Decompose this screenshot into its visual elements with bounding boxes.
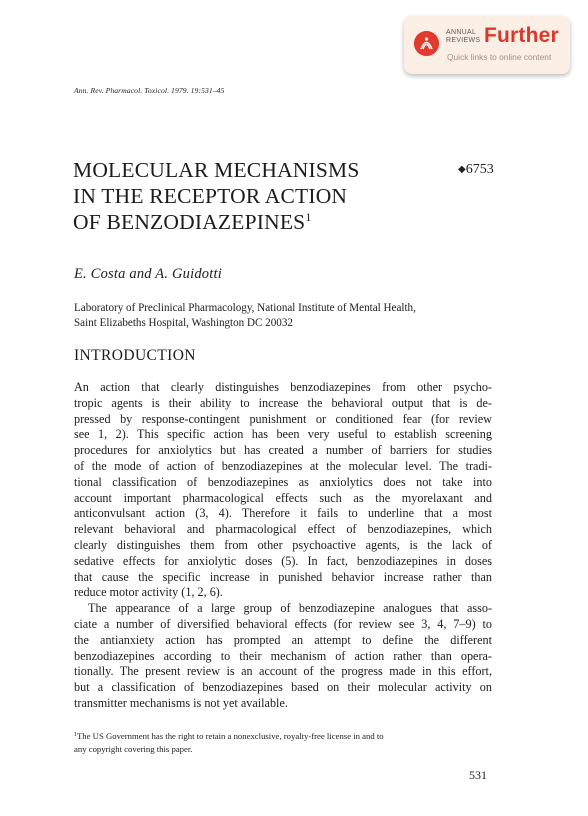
article-title [73,157,360,235]
footnote-line: any copyright covering this paper. [74,744,193,754]
footnote-line [74,730,492,743]
body-line: tionally. The present review is an account of the progress made in this effort, [74,664,492,679]
journal-citation: Ann. Rev. Pharmacol. Toxicol. 1979. 19:531–45 [74,86,225,95]
title-footnote-mark: 1 [305,210,312,224]
body-line: tropic agents is their ability to increase the behavioral output that is de- [74,395,492,410]
article-number: 6753 [465,162,494,177]
body-line: account important pharmacological effects such as the myorelaxant and [74,490,492,505]
reviews-label: REVIEWS [446,37,481,44]
article-id [458,162,494,178]
body-line: relevant behavioral and pharmacological effect of benzodiazepines, which [74,522,492,537]
body-line: reduce motor activity (1, 2, 6). [74,585,223,600]
section-heading-introduction: INTRODUCTION [74,347,196,364]
footnote-text: The US Government has the right to retain a nonexclusive, royalty-free license in and to [77,731,384,741]
body-line: transmitter mechanisms is not yet available. [74,695,288,710]
annual-reviews-wordmark [446,29,480,45]
body-line: ciate a number of diversified behavioral effects (for review see 3, 4, 7–9) to [74,616,492,631]
authors: E. Costa and A. Guidotti [74,266,222,282]
diamond-icon: ◆ [458,164,466,175]
page-number: 531 [469,768,487,782]
title-line-text: OF BENZODIAZEPINES [73,210,306,234]
affiliation [74,301,416,331]
body-line: benzodiazepines according to their mechanism of action rather than opera- [74,648,492,663]
affiliation-line: Laboratory of Preclinical Pharmacology, National Institute of Mental Health, [74,302,416,314]
annual-reviews-logo-icon [414,31,439,56]
body-line: procedures for anxiolytics but has created a number of barriers for studies [74,443,492,458]
further-label[interactable]: Further [484,24,559,47]
body-line: The appearance of a large group of benzodiazepine analogues that asso- [88,601,492,616]
body-line: of the mode of action of benzodiazepines at the molecular level. The tradi- [74,458,492,473]
body-line: the antianxiety action has prompted an attempt to define the different [74,632,492,647]
body-line: sedative effects for anxiolytic doses (5). In fact, benzodiazepines in doses [74,553,492,568]
annual-reviews-further-badge[interactable] [404,16,570,74]
title-line-last [73,209,360,235]
body-line: clearly distinguishes them from other psychoactive agents, is the lack of [74,537,492,552]
annual-label: ANNUAL [446,29,477,36]
body-line: pressed by response-contingent punishment or conditioned fear (for review [74,411,492,426]
body-text [74,380,492,712]
body-line: that cause the specific increase in punished behavior increase rather than [74,569,492,584]
body-line: tional classification of benzodiazepines as anxiolytics does not take into [74,474,492,489]
affiliation-line: Saint Elizabeths Hospital, Washington DC 20032 [74,317,293,329]
title-line: MOLECULAR MECHANISMS [73,158,360,182]
body-line: An action that clearly distinguishes benzodiazepines from other psycho- [74,380,492,394]
quick-links-label[interactable]: Quick links to online content [447,52,552,62]
footnote [74,730,492,756]
body-line: anticonvulsant action (3, 4). Therefore it fails to underline that a most [74,506,492,521]
body-line: but a classification of benzodiazepines based on their molecular activity on [74,680,492,695]
title-line: IN THE RECEPTOR ACTION [73,184,348,208]
footnote-mark: 1 [74,732,77,738]
body-line: see 1, 2). This specific action has been very useful to establish screening [74,427,492,442]
